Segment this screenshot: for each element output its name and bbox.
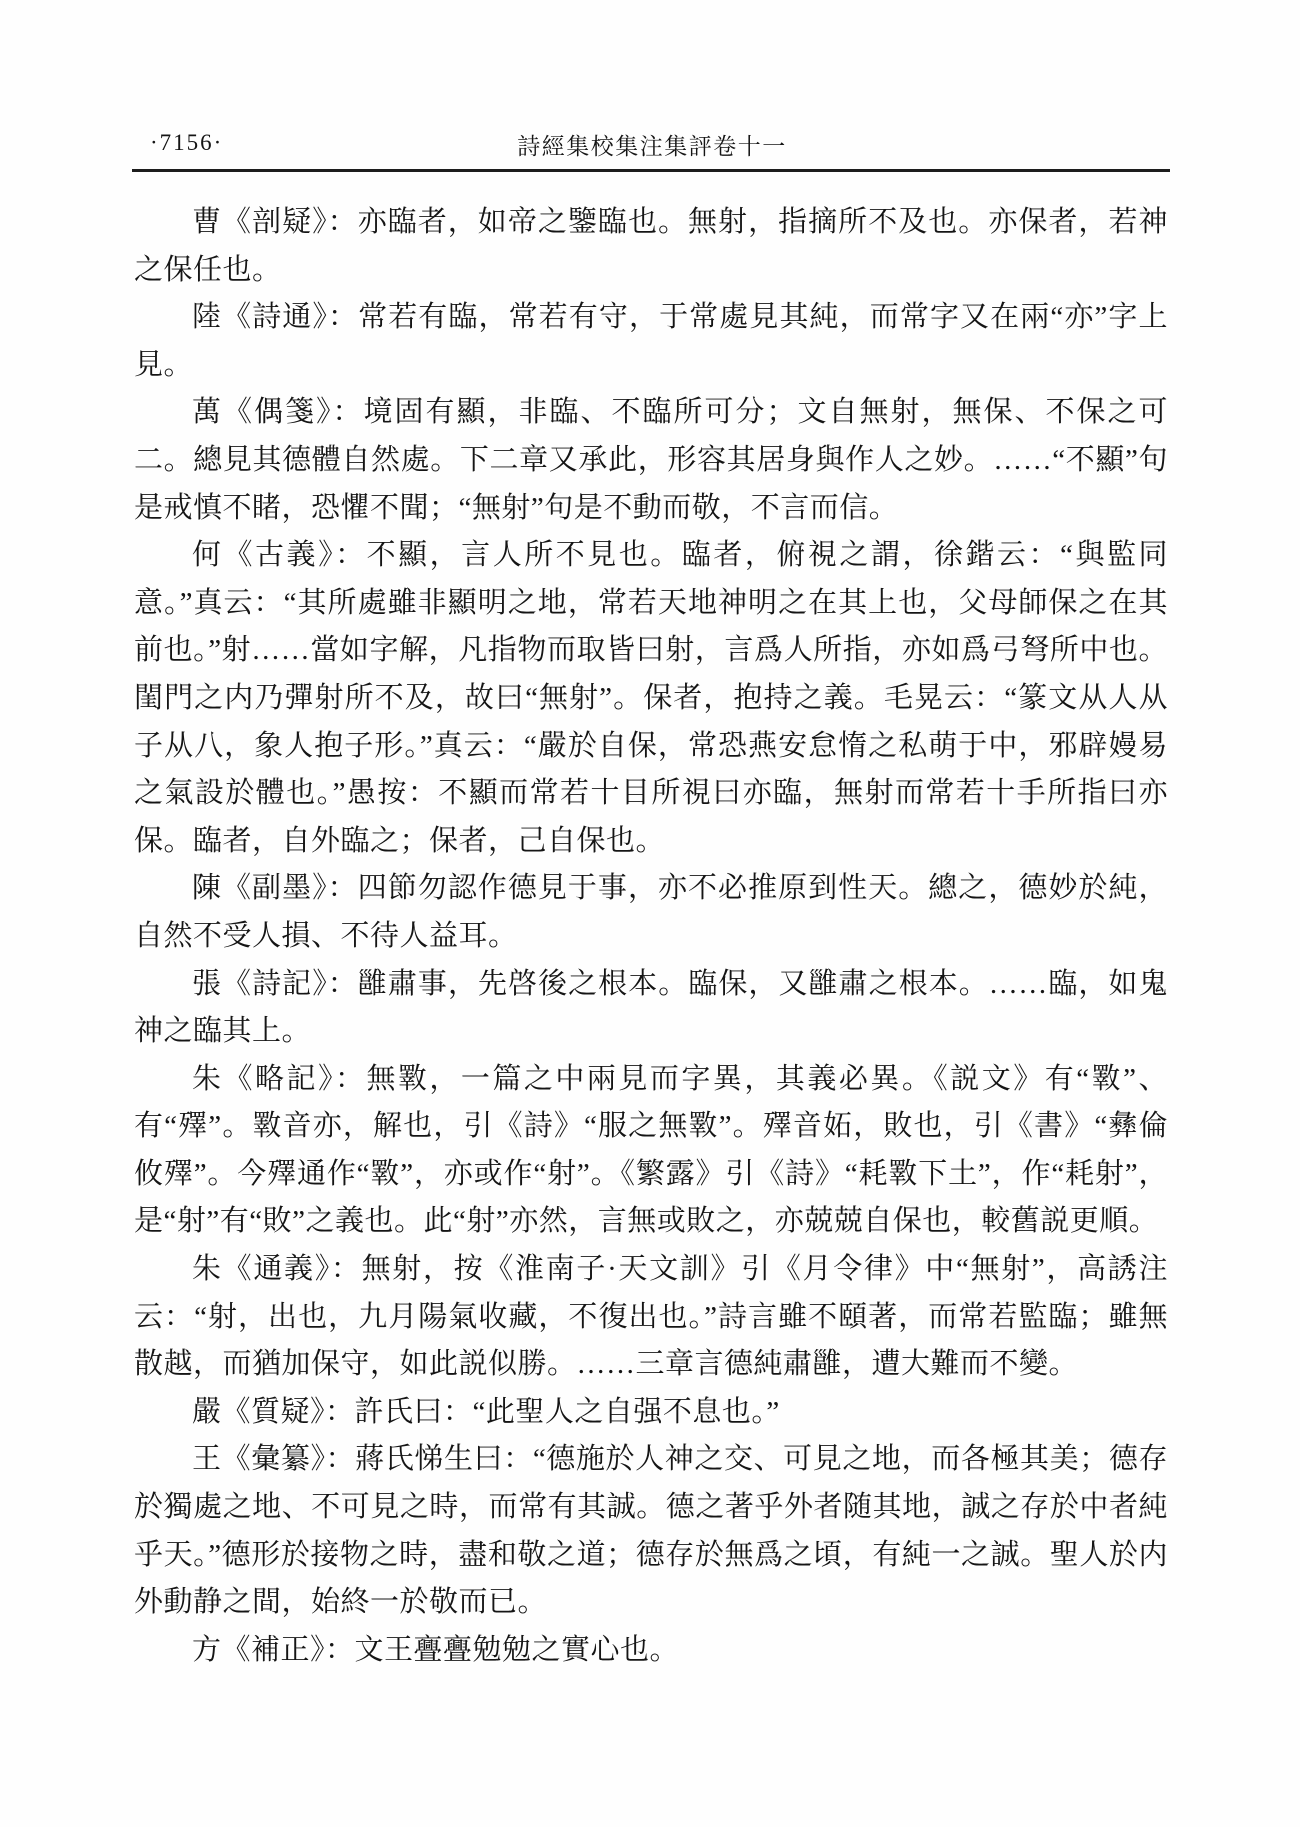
commentator-label: 曹《剖疑》：	[192, 206, 358, 238]
commentary-paragraph	[134, 532, 1168, 865]
commentator-label: 朱《通義》：	[192, 1253, 362, 1286]
commentary-body: 無射，按《淮南子·天文訓》引《月令律》中“無射”，高誘注云：“射，出也，九月陽氣收藏，不復出也。”詩言雖不頤著，而常若監臨；雖無散越，而猶加保守，如此説似勝。……三章言德純肅雝，遭大難而不變。	[134, 1253, 1168, 1381]
commentary-text	[134, 199, 1168, 1674]
commentator-label: 朱《略記》：	[192, 1062, 367, 1095]
commentator-label: 陸《詩通》：	[192, 301, 359, 334]
page-number: ·7156·	[150, 130, 224, 155]
commentary-paragraph	[134, 1627, 1168, 1675]
commentary-body: 雝肅事，先啓後之根本。臨保，又雝肅之根本。……臨，如鬼神之臨其上。	[134, 967, 1168, 1048]
commentary-body: 蔣氏悌生曰：“德施於人神之交、可見之地，而各極其美；德存於獨處之地、不可見之時，而常有其誠。德之著乎外者随其地，誠之存於中者純乎天。”德形於接物之時，盡和敬之道；德存於無爲之頃，有純一之誠。聖人於内外動静之間，始終一於敬而已。	[134, 1443, 1168, 1619]
commentator-label: 陳《副墨》：	[192, 872, 358, 905]
commentator-label: 張《詩記》：	[192, 967, 358, 1000]
commentator-label: 王《彙纂》：	[192, 1443, 356, 1476]
commentary-paragraph	[134, 1056, 1168, 1246]
commentary-body: 不顯，言人所不見也。臨者，俯視之謂，徐鍇云：“與監同意。”真云：“其所處雖非顯明之地，常若天地神明之在其上也，父母師保之在其前也。”射……當如字解，凡指物而取皆曰射，言爲人所指，亦如爲弓弩所中也。閨門之内乃彈射所不及，故曰“無射”。保者，抱持之義。毛晃云：“篆文从人从子从八，象人抱子形。”真云：“嚴於自保，常恐燕安怠惰之私萌于中，邪辟嫚易之氣設於體也。”愚按：不顯而常若十目所視曰亦臨，無射而常若十手所指曰亦保。臨者，自外臨之；保者，己自保也。	[134, 539, 1168, 857]
commentary-paragraph	[134, 865, 1168, 960]
page-title: 詩經集校集注集評卷十一	[517, 134, 787, 159]
commentary-paragraph	[134, 1436, 1168, 1626]
commentary-paragraph	[134, 1389, 1168, 1437]
header-divider	[132, 169, 1170, 172]
commentary-paragraph	[134, 389, 1168, 532]
commentary-body: 四節勿認作德見于事，亦不必推原到性天。總之，德妙於純，自然不受人損、不待人益耳。	[134, 872, 1168, 952]
commentator-label: 萬《偶箋》：	[192, 396, 364, 429]
commentary-body: 境固有顯，非臨、不臨所可分；文自無射，無保、不保之可二。總見其德體自然處。下二章又承此，形容其居身與作人之妙。……“不顯”句是戒慎不睹，恐懼不聞；“無射”句是不動而敬，不言而信。	[134, 396, 1168, 524]
commentary-body: 無斁，一篇之中兩見而字異，其義必異。《説文》有“斁”、有“殬”。斁音亦，解也，引《詩》“服之無斁”。殬音妬，敗也，引《書》“彝倫攸殬”。今殬通作“斁”，亦或作“射”。《繁露》引《詩》“耗斁下土”，作“耗射”，是“射”有“敗”之義也。此“射”亦然，言無或敗之，亦兢兢自保也，較舊説更順。	[134, 1062, 1168, 1238]
commentator-label: 方《補正》：	[192, 1633, 355, 1666]
page-header	[134, 126, 1170, 162]
commentary-body: 文王亹亹勉勉之實心也。	[354, 1633, 680, 1666]
commentary-body: 亦臨者，如帝之鑒臨也。無射，指摘所不及也。亦保者，若神之保任也。	[134, 206, 1168, 286]
commentary-body: 常若有臨，常若有守，于常處見其純，而常字又在兩“亦”字上見。	[134, 301, 1168, 381]
commentary-paragraph	[134, 961, 1168, 1056]
commentary-paragraph	[134, 199, 1168, 294]
commentator-label: 嚴《質疑》：	[192, 1395, 355, 1428]
commentator-label: 何《古義》：	[192, 539, 367, 572]
commentary-paragraph	[134, 1246, 1168, 1389]
commentary-body: 許氏曰：“此聖人之自强不息也。”	[354, 1395, 780, 1428]
commentary-paragraph	[134, 294, 1168, 389]
